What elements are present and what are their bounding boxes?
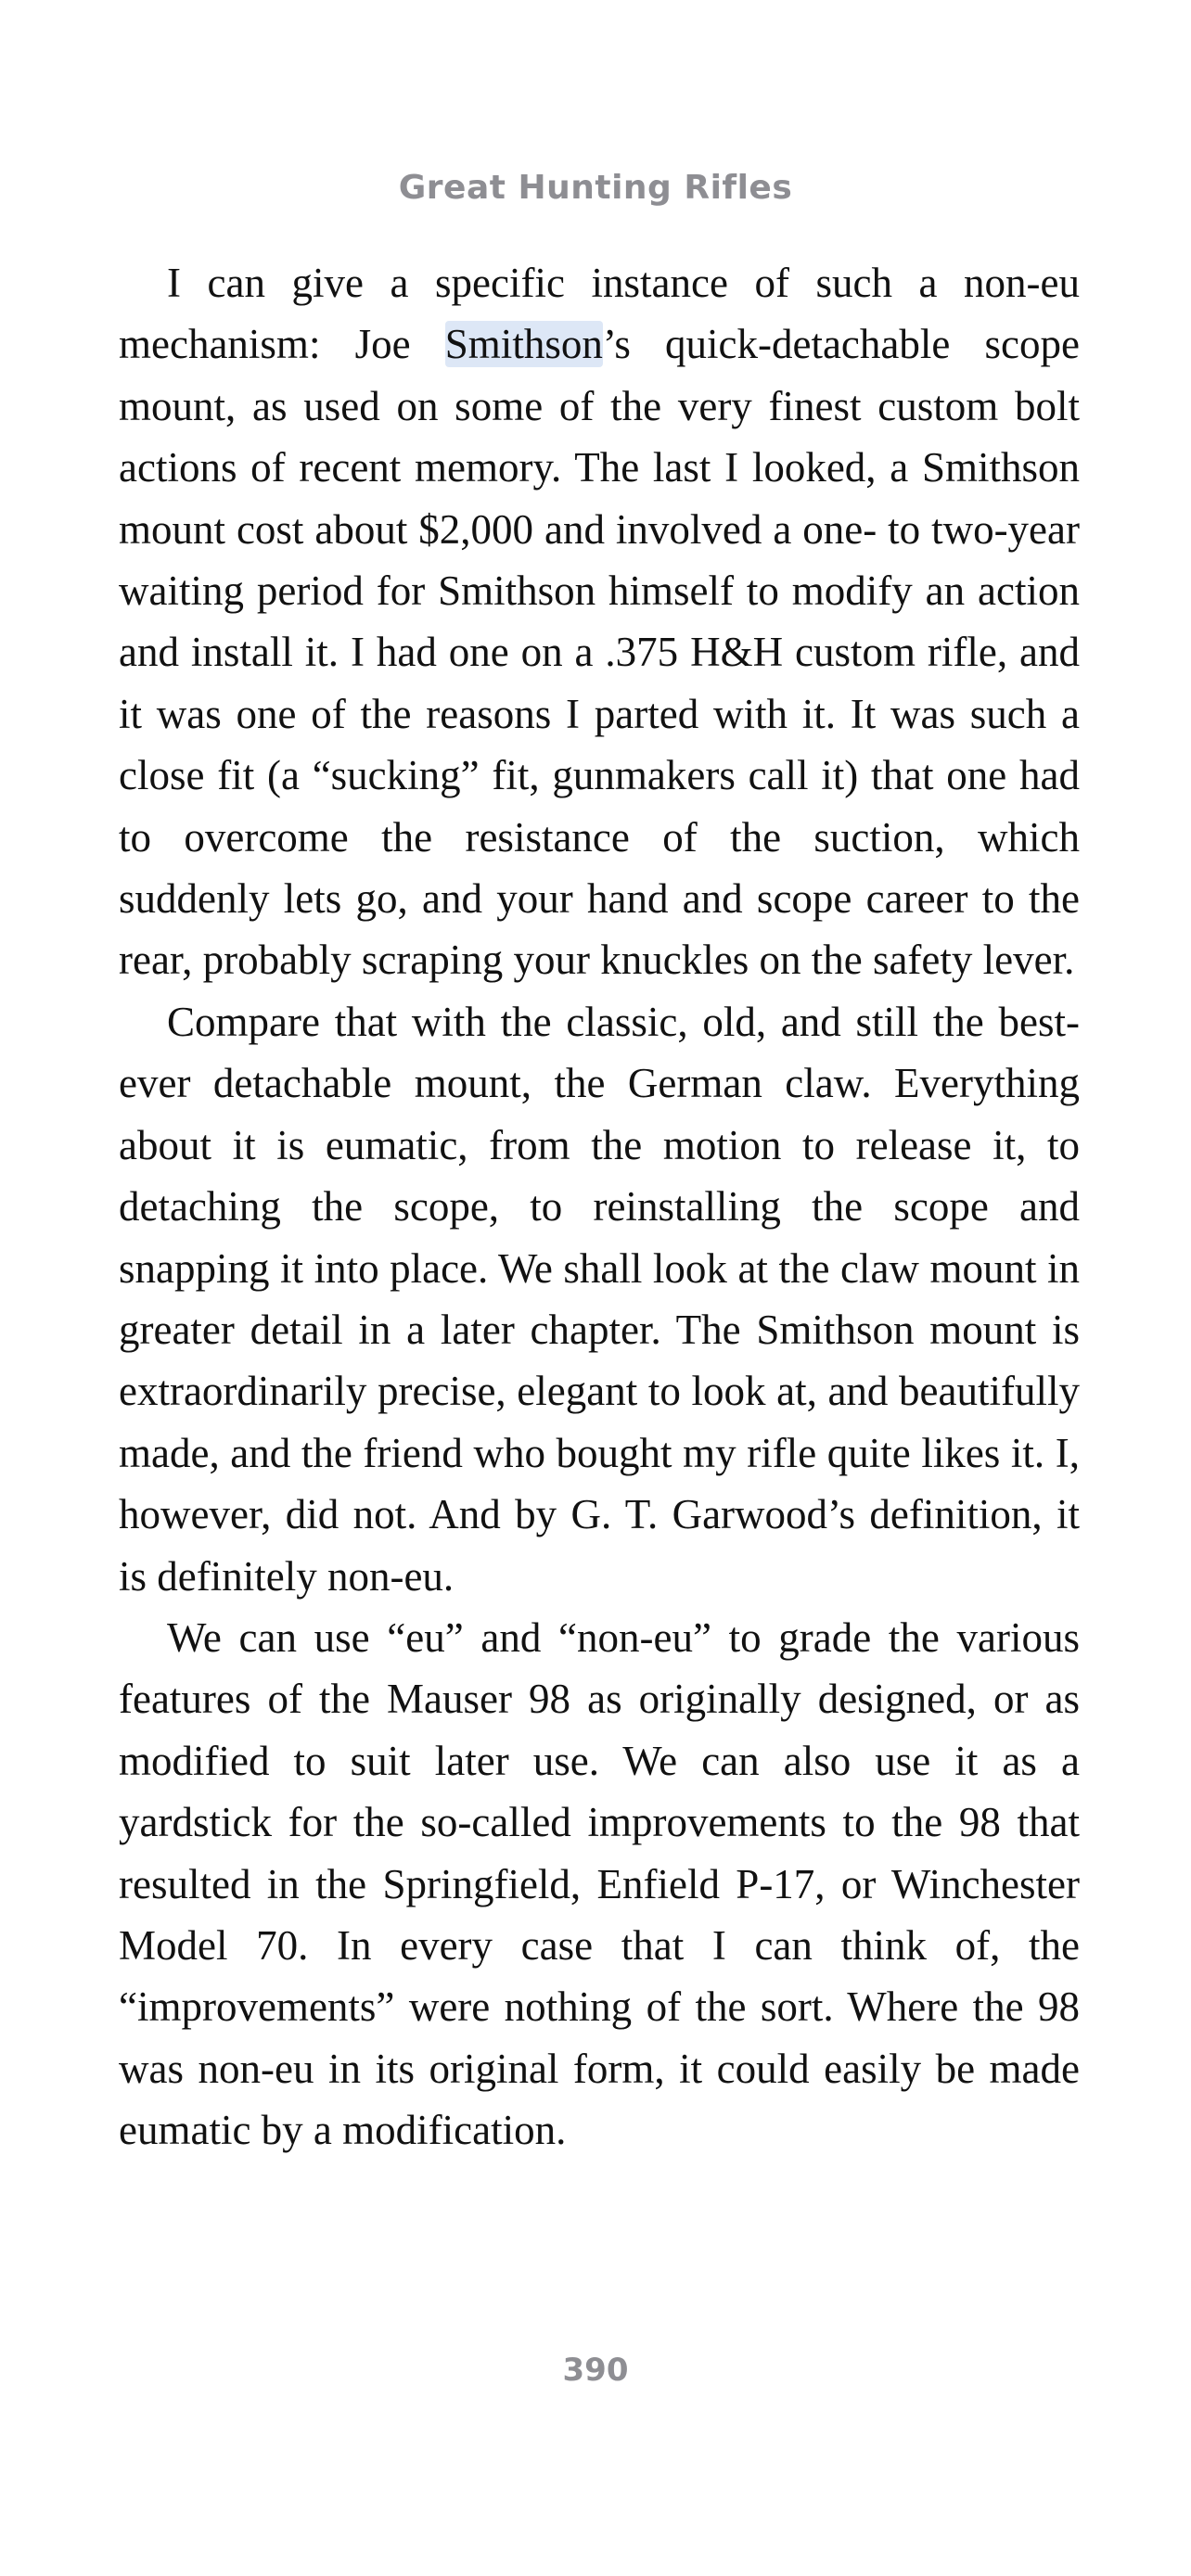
- paragraph-1[interactable]: [119, 252, 1080, 991]
- paragraph-3[interactable]: We can use “eu” and “non-eu” to grade the various features of the Mauser 98 as originally designed, or as modified to suit later use. We can also use it as a yardstick for the so-called improvements to the 98 that resulted in the Springfield, Enfield P-17, or Winchester Model 70. In every case that I can think of, the “improvements” were nothing of the sort. Where the 98 was non-eu in its original form, it could easily be made eumatic by a modification.: [119, 1613, 1080, 2154]
- paragraph-2[interactable]: Compare that with the classic, old, and still the best-ever detachable mount, the German claw. Everything about it is eumatic, from the motion to release it, to detaching the scope, to reinstalling the scope and snapping it into place. We shall look at the claw mount in greater detail in a later chapter. The Smithson mount is extraordinarily precise, elegant to look at, and beautifully made, and the friend who bought my rifle quite likes it. I, however, did not. And by G. T. Garwood’s definition, it is definitely non-eu.: [119, 998, 1080, 1600]
- paragraph-1-text-end: ’s quick-detachable scope mount, as used on some of the very finest custom bolt actions of recent memory. The last I looked, a Smithson mount cost about $2,000 and involved a one- to two-year waiting period for Smithson himself to modify an action and install it. I had one on a .375 H&H custom rifle, and it was one of the reasons I parted with it. It was such a close fit (a “sucking” fit, gunmakers call it) that one had to overcome the resistance of the suction, which suddenly lets go, and your hand and scope career to the rear, probably scraping your knuckles on the safety lever.: [119, 321, 1080, 984]
- page-content[interactable]: [119, 252, 1080, 2162]
- paragraph-1-text-start: I can give a specific instance of such a non-eu mechanism: Joe: [119, 260, 1080, 368]
- highlighted-word[interactable]: Smithson: [444, 321, 603, 368]
- page-number: 390: [562, 2352, 629, 2389]
- book-title: Great Hunting Rifles: [398, 169, 793, 207]
